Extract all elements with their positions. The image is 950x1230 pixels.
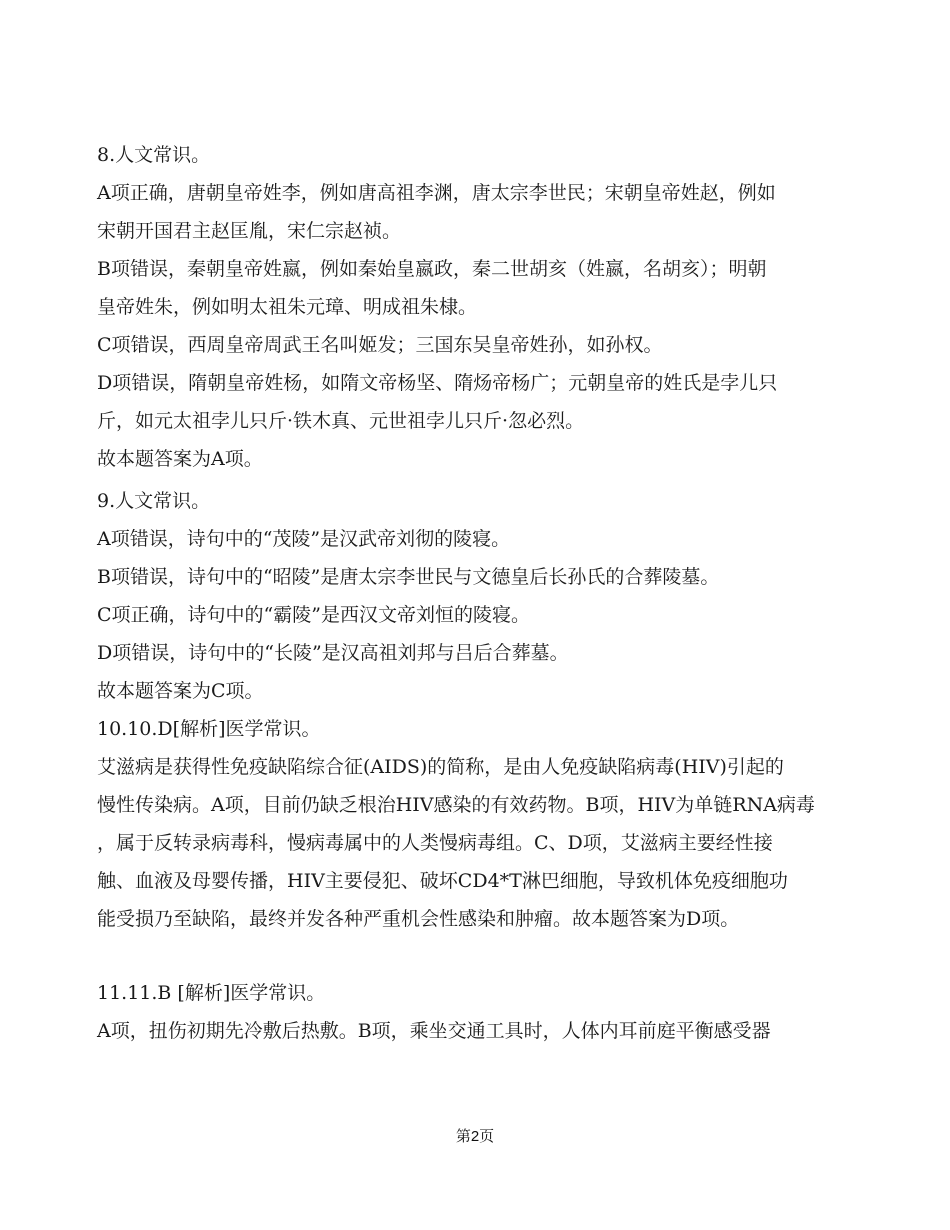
question-8-answer: 故本题答案为A项。 xyxy=(97,448,263,470)
question-11-section xyxy=(97,974,872,1050)
question-8-line: 皇帝姓朱，例如明太祖朱元璋、明成祖朱棣。 xyxy=(97,296,478,318)
question-9-line: C项正确，诗句中的“霸陵”是西汉文帝刘恒的陵寝。 xyxy=(97,604,530,626)
question-8-line: C项错误，西周皇帝周武王名叫姬发；三国东吴皇帝姓孙，如孙权。 xyxy=(97,334,663,356)
question-9-line: D项错误，诗句中的“长陵”是汉高祖刘邦与吕后合葬墓。 xyxy=(97,642,569,664)
question-9-section xyxy=(97,482,872,710)
answer-analysis-content xyxy=(97,136,872,1050)
page-number: 第2页 xyxy=(455,1128,495,1145)
section-spacer xyxy=(97,938,872,974)
question-8-line: D项错误，隋朝皇帝姓杨，如隋文帝杨坚、隋炀帝杨广；元朝皇帝的姓氏是孛儿只 xyxy=(97,372,778,394)
question-9-line: B项错误，诗句中的“昭陵”是唐太宗李世民与文德皇后长孙氏的合葬陵墓。 xyxy=(97,566,720,588)
question-10-line: 艾滋病是获得性免疫缺陷综合征(AIDS)的简称，是由人免疫缺陷病毒(HIV)引起的 xyxy=(97,756,784,778)
question-10-line: 能受损乃至缺陷，最终并发各种严重机会性感染和肿瘤。故本题答案为D项。 xyxy=(97,908,740,930)
question-9-answer: 故本题答案为C项。 xyxy=(97,680,264,702)
question-10-line: 慢性传染病。A项，目前仍缺乏根治HIV感染的有效药物。B项，HIV为单链RNA病毒 xyxy=(97,794,815,816)
question-10-line: ，属于反转录病毒科，慢病毒属中的人类慢病毒组。C、D项，艾滋病主要经性接 xyxy=(97,832,773,854)
question-8-line: B项错误，秦朝皇帝姓嬴，例如秦始皇嬴政，秦二世胡亥（姓嬴，名胡亥）；明朝 xyxy=(97,258,767,280)
question-9-line: A项错误，诗句中的“茂陵”是汉武帝刘彻的陵寝。 xyxy=(97,528,511,550)
question-9-title: 9.人文常识。 xyxy=(97,490,211,512)
question-8-line: 斤，如元太祖孛儿只斤·铁木真、元世祖孛儿只斤·忽必烈。 xyxy=(97,410,585,432)
question-11-title: 11.11.B [解析]医学常识。 xyxy=(97,982,326,1004)
question-10-line: 触、血液及母婴传播，HIV主要侵犯、破坏CD4*T淋巴细胞，导致机体免疫细胞功 xyxy=(97,870,788,892)
question-8-title: 8.人文常识。 xyxy=(97,144,211,166)
question-8-line: A项正确，唐朝皇帝姓李，例如唐高祖李渊，唐太宗李世民；宋朝皇帝姓赵，例如 xyxy=(97,182,776,204)
question-11-line: A项，扭伤初期先冷敷后热敷。B项，乘坐交通工具时，人体内耳前庭平衡感受器 xyxy=(97,1020,771,1042)
question-10-title: 10.10.D[解析]医学常识。 xyxy=(97,718,321,740)
question-10-section xyxy=(97,710,872,938)
question-8-section xyxy=(97,136,872,478)
question-8-line: 宋朝开国君主赵匡胤，宋仁宗赵祯。 xyxy=(97,220,402,242)
